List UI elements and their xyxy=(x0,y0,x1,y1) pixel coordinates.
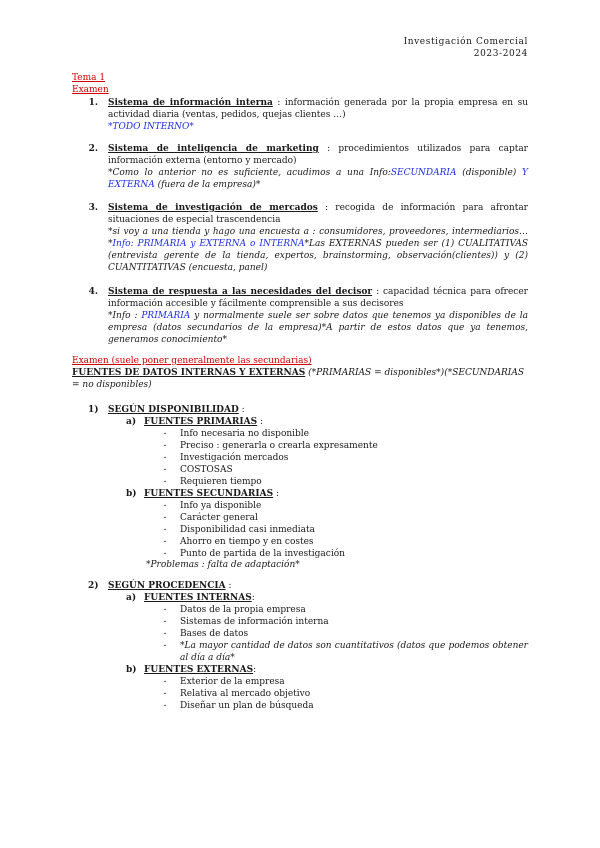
list-item: Disponibilidad casi inmediata xyxy=(180,525,315,535)
section-heading xyxy=(108,404,245,416)
list-item-note: *La mayor cantidad de datos son cuantitativos (datos que podemos obtener al día a día* xyxy=(180,641,528,663)
bullet-dash: - xyxy=(163,689,167,699)
list-item xyxy=(108,143,528,191)
bullet-dash: - xyxy=(163,629,167,639)
subsection-heading xyxy=(144,592,255,604)
bullet-dash: - xyxy=(163,477,167,487)
item-note-highlight: PRIMARIA xyxy=(141,311,191,321)
list-item: Punto de partida de la investigación xyxy=(180,549,345,559)
item-note: *TODO INTERNO* xyxy=(108,122,194,132)
list-item: COSTOSAS xyxy=(180,465,233,475)
item-description: : información generada por la propia empresa en su actividad diaria (ventas, pedidos, quejas clientes …) xyxy=(108,98,529,120)
subsection-heading xyxy=(144,664,256,676)
list-item: Carácter general xyxy=(180,513,258,523)
subsection-title: FUENTES SECUNDARIAS xyxy=(144,489,274,499)
section-number: 1) xyxy=(88,405,99,415)
item-title: Sistema de respuesta a las necesidades del decisor xyxy=(108,287,373,297)
item-note: y normalmente suele ser sobre datos que tenemos ya disponibles de la empresa (datos secundarios de la empresa)*A partir de estos datos que ya tenemos, generamos conocimiento* xyxy=(108,311,528,345)
item-note: *Como lo anterior no es suficiente, acudimos a una Info: xyxy=(108,168,391,178)
list-item: Bases de datos xyxy=(180,629,249,639)
list-item: Requieren tiempo xyxy=(180,477,262,487)
list-item: Info ya disponible xyxy=(180,501,262,511)
bullet-dash: - xyxy=(163,465,167,475)
subsection-colon: : xyxy=(273,489,279,499)
list-item: Datos de la propia empresa xyxy=(180,605,306,615)
subsection-heading xyxy=(144,416,263,428)
item-note: (disponible) xyxy=(462,168,523,178)
subsection-heading xyxy=(144,488,279,500)
subsection-title: FUENTES EXTERNAS xyxy=(144,665,254,675)
bullet-dash: - xyxy=(163,701,167,711)
list-item: Exterior de la empresa xyxy=(180,677,285,687)
item-number: 2. xyxy=(88,144,98,154)
section-colon: : xyxy=(225,581,232,591)
bullet-dash: - xyxy=(163,549,167,559)
item-title: Sistema de información interna xyxy=(108,98,273,108)
item-note: *si voy a una tienda y hago una encuesta a : consumidores, proveedores, intermediarios…* xyxy=(108,227,528,249)
list-item: Relativa al mercado objetivo xyxy=(180,689,311,699)
subsection-label: a) xyxy=(126,417,137,427)
bullet-dash: - xyxy=(163,641,167,651)
list-item: Preciso : generarla o crearla expresamente xyxy=(180,441,378,451)
list-item xyxy=(108,202,528,274)
examen-label: Examen xyxy=(72,85,109,95)
fuentes-heading xyxy=(72,367,528,391)
item-note: *Info : xyxy=(108,311,142,321)
bullet-dash: - xyxy=(163,441,167,451)
bullet-dash: - xyxy=(163,677,167,687)
bullet-dash: - xyxy=(163,429,167,439)
academic-year: 2023-2024 xyxy=(473,49,528,59)
item-number: 4. xyxy=(88,287,98,297)
examen-heading: Examen (suele poner generalmente las secundarias) xyxy=(72,356,312,366)
item-description: : capacidad técnica para ofrecer información accesible y fácilmente comprensible a sus decisores xyxy=(108,287,528,309)
item-description: : procedimientos utilizados para captar información externa (entorno y mercado) xyxy=(108,144,528,166)
bullet-dash: - xyxy=(163,513,167,523)
item-title: Sistema de investigación de mercados xyxy=(108,203,318,213)
item-number: 3. xyxy=(88,203,98,213)
subsection-label: a) xyxy=(126,593,137,603)
subsection-colon: : xyxy=(257,417,263,427)
subsection-label: b) xyxy=(126,489,137,499)
list-item xyxy=(108,97,528,133)
section-title: SEGÚN DISPONIBILIDAD xyxy=(108,405,239,415)
subsection-colon: : xyxy=(253,665,257,675)
list-item: Info necesaria no disponible xyxy=(180,429,309,439)
item-title: Sistema de inteligencia de marketing xyxy=(108,144,319,154)
fuentes-title: FUENTES DE DATOS INTERNAS Y EXTERNAS xyxy=(72,368,306,378)
item-note: (fuera de la empresa)* xyxy=(154,180,261,190)
item-note-highlight: Info: PRIMARIA y EXTERNA o INTERNA xyxy=(112,239,305,249)
section-colon: : xyxy=(238,405,245,415)
bullet-dash: - xyxy=(163,525,167,535)
tema-label: Tema 1 xyxy=(72,73,106,83)
bullet-dash: - xyxy=(163,453,167,463)
bullet-dash: - xyxy=(163,605,167,615)
subsection-title: FUENTES INTERNAS xyxy=(144,593,252,603)
item-note-highlight: Y EXTERNA xyxy=(108,168,528,190)
item-description: : recogida de información para afrontar situaciones de especial trascendencia xyxy=(108,203,528,225)
course-name: Investigación Comercial xyxy=(403,37,528,47)
item-number: 1. xyxy=(88,98,98,108)
subsection-title: FUENTES PRIMARIAS xyxy=(144,417,258,427)
fuentes-note: (*PRIMARIAS = disponibles*)(*SECUNDARIAS = no disponibles) xyxy=(72,368,524,390)
bullet-dash: - xyxy=(163,501,167,511)
problemas-note: *Problemas : falta de adaptación* xyxy=(146,560,300,570)
subsection-colon: : xyxy=(251,593,255,603)
item-note: *Las EXTERNAS pueden ser (1) CUALITATIVAS (entrevista gerente de la tienda, expertos, brainstorming, observación(clientes)) y (2) CUANTITATIVAS (encuesta, panel) xyxy=(108,239,529,273)
list-item: Investigación mercados xyxy=(180,453,289,463)
list-item: Sistemas de información interna xyxy=(180,617,329,627)
list-item xyxy=(108,286,528,346)
section-number: 2) xyxy=(88,581,99,591)
subsection-label: b) xyxy=(126,665,137,675)
list-item: Ahorro en tiempo y en costes xyxy=(180,537,314,547)
bullet-dash: - xyxy=(163,537,167,547)
section-heading xyxy=(108,580,232,592)
item-note-highlight: SECUNDARIA xyxy=(390,168,457,178)
bullet-dash: - xyxy=(163,617,167,627)
page-header xyxy=(404,36,528,60)
list-item: Diseñar un plan de búsqueda xyxy=(180,701,314,711)
section-title: SEGÚN PROCEDENCIA xyxy=(108,581,226,591)
